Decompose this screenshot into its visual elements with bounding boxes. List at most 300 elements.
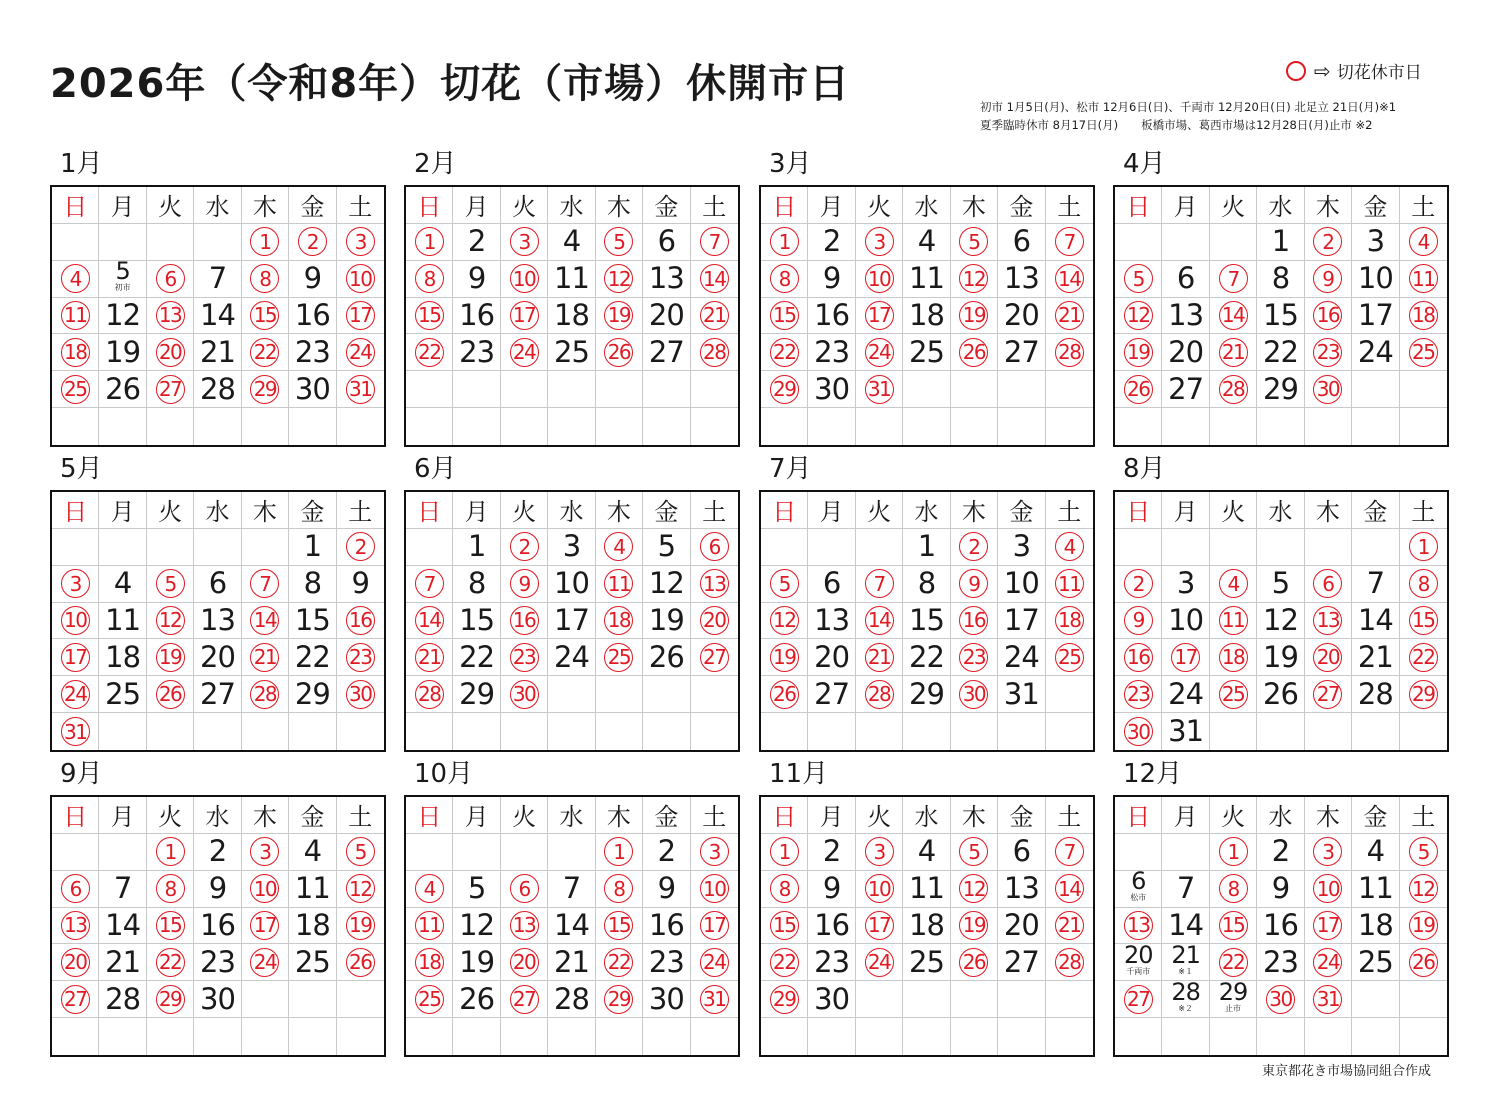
closed-day-cell [52, 371, 99, 408]
day-cell [1352, 908, 1399, 945]
empty-cell [903, 408, 950, 445]
closed-day-cell [501, 298, 548, 335]
weekday-header: 金 [1352, 187, 1399, 224]
closed-day-cell [147, 566, 194, 603]
day-number: 2 [1313, 227, 1342, 256]
day-number: 17 [554, 602, 589, 637]
closed-day-cell [856, 834, 903, 871]
empty-cell [1162, 529, 1209, 566]
day-number: 7 [1366, 566, 1385, 601]
empty-cell [194, 713, 241, 750]
closed-day-cell [1210, 566, 1257, 603]
empty-cell [242, 408, 289, 445]
closed-day-cell [1305, 371, 1352, 408]
day-number: 23 [200, 944, 235, 979]
closed-day-cell [761, 908, 808, 945]
day-number: 18 [1055, 606, 1084, 635]
empty-cell [194, 529, 241, 566]
day-cell [194, 603, 241, 640]
weekday-header: 火 [856, 492, 903, 529]
weekday-header: 火 [1210, 187, 1257, 224]
day-number: 26 [604, 338, 633, 367]
day-cell [1162, 298, 1209, 335]
closed-day-cell [501, 261, 548, 298]
closed-day-cell [52, 639, 99, 676]
day-number: 7 [1219, 264, 1248, 293]
day-number: 7 [865, 569, 894, 598]
day-number: 7 [562, 871, 581, 906]
day-cell [903, 261, 950, 298]
day-number: 24 [61, 680, 90, 709]
day-number: 30 [648, 981, 684, 1016]
legend [1286, 58, 1422, 83]
day-cell [1352, 298, 1399, 335]
day-cell [998, 261, 1045, 298]
day-number: 30 [510, 680, 539, 709]
day-number: 22 [770, 338, 799, 367]
empty-cell [147, 529, 194, 566]
day-cell [1115, 940, 1162, 981]
day-number: 29 [294, 676, 330, 711]
day-cell [99, 908, 146, 945]
empty-cell [501, 834, 548, 871]
empty-cell [1210, 1018, 1257, 1055]
day-number: 8 [415, 264, 444, 293]
day-number: 7 [415, 569, 444, 598]
month-grid [759, 185, 1095, 447]
weekday-header: 土 [1400, 797, 1447, 834]
weekday-header: 木 [1305, 797, 1352, 834]
day-cell [1162, 908, 1209, 945]
day-number: 27 [1124, 985, 1153, 1014]
day-number: 10 [554, 566, 589, 601]
day-note: 止市 [1225, 1003, 1242, 1013]
month-calendar [404, 149, 740, 447]
closed-day-cell [337, 298, 384, 335]
weekday-header: 水 [1257, 492, 1304, 529]
day-number: 31 [865, 375, 894, 404]
closed-day-cell [691, 529, 738, 566]
weekday-header: 日 [1115, 797, 1162, 834]
weekday-header: 金 [1352, 492, 1399, 529]
day-number: 24 [700, 948, 729, 977]
closed-day-cell [1046, 261, 1093, 298]
day-cell [1257, 298, 1304, 335]
weekday-header: 月 [1162, 492, 1209, 529]
weekday-header: 日 [1115, 187, 1162, 224]
day-number: 15 [909, 602, 944, 637]
empty-cell [1115, 834, 1162, 871]
weekday-header: 火 [147, 492, 194, 529]
day-number: 12 [959, 264, 988, 293]
empty-cell [548, 676, 595, 713]
day-number: 20 [1123, 940, 1153, 969]
day-number: 7 [1055, 227, 1084, 256]
day-cell [1257, 603, 1304, 640]
day-number: 27 [1168, 371, 1204, 406]
day-cell [998, 676, 1045, 713]
closed-day-cell [1046, 944, 1093, 981]
day-cell [194, 834, 241, 871]
day-number: 21 [415, 643, 444, 672]
day-number: 13 [200, 602, 235, 637]
closed-day-cell [1046, 298, 1093, 335]
empty-cell [903, 371, 950, 408]
closed-day-cell [1305, 944, 1352, 981]
day-number: 27 [156, 375, 185, 404]
day-cell [808, 834, 855, 871]
day-number: 27 [200, 676, 235, 711]
day-number: 9 [657, 871, 676, 906]
day-number: 21 [250, 643, 279, 672]
closed-day-cell [337, 944, 384, 981]
empty-cell [52, 224, 99, 261]
day-number: 26 [959, 948, 988, 977]
closed-day-cell [856, 224, 903, 261]
closed-day-cell [406, 224, 453, 261]
day-number: 24 [1168, 676, 1204, 711]
empty-cell [951, 1018, 998, 1055]
day-number: 30 [1313, 375, 1342, 404]
day-number: 8 [604, 874, 633, 903]
day-number: 24 [865, 948, 894, 977]
day-number: 30 [1266, 985, 1295, 1014]
closed-day-cell [691, 298, 738, 335]
weekday-header: 金 [289, 797, 336, 834]
day-number: 1 [770, 837, 799, 866]
day-number: 5 [1271, 566, 1290, 601]
day-cell [453, 224, 500, 261]
closed-day-cell [1400, 834, 1447, 871]
closed-day-cell [147, 639, 194, 676]
day-cell [1115, 867, 1162, 908]
day-number: 17 [61, 643, 90, 672]
closed-day-cell [856, 944, 903, 981]
closed-day-cell [761, 371, 808, 408]
day-cell [548, 334, 595, 371]
day-number: 11 [554, 261, 589, 296]
month-label: 3月 [769, 149, 812, 179]
closed-day-cell [951, 834, 998, 871]
empty-cell [548, 1018, 595, 1055]
day-note: 千両市 [1126, 966, 1151, 976]
empty-cell [1352, 408, 1399, 445]
day-number: 11 [909, 871, 944, 906]
empty-cell [242, 529, 289, 566]
closed-day-cell [1210, 639, 1257, 676]
closed-day-cell [52, 566, 99, 603]
day-number: 26 [959, 338, 988, 367]
weekday-header: 水 [1257, 187, 1304, 224]
day-number: 25 [294, 944, 330, 979]
weekday-header: 月 [99, 492, 146, 529]
day-number: 13 [156, 301, 185, 330]
day-number: 21 [1219, 338, 1248, 367]
day-number: 6 [657, 224, 676, 259]
day-number: 11 [61, 301, 90, 330]
day-number: 5 [657, 529, 676, 564]
closed-day-cell [1257, 981, 1304, 1018]
closed-day-cell [242, 224, 289, 261]
weekday-header: 土 [1046, 797, 1093, 834]
empty-cell [856, 408, 903, 445]
closed-day-cell [406, 334, 453, 371]
day-cell [808, 603, 855, 640]
day-cell [1257, 224, 1304, 261]
day-number: 3 [865, 227, 894, 256]
day-cell [289, 566, 336, 603]
day-number: 27 [1313, 680, 1342, 709]
day-cell [99, 981, 146, 1018]
day-number: 10 [865, 264, 894, 293]
day-number: 21 [865, 643, 894, 672]
weekday-header: 月 [1162, 187, 1209, 224]
day-number: 21 [105, 944, 141, 979]
day-number: 15 [770, 301, 799, 330]
empty-cell [856, 1018, 903, 1055]
day-cell [548, 639, 595, 676]
closed-day-cell [761, 834, 808, 871]
empty-cell [856, 981, 903, 1018]
month-calendar [404, 759, 740, 1057]
weekday-header: 日 [52, 187, 99, 224]
day-cell [1257, 371, 1304, 408]
empty-cell [1162, 834, 1209, 871]
closed-day-cell [406, 603, 453, 640]
closed-day-cell [501, 334, 548, 371]
day-number: 12 [1263, 602, 1298, 637]
closed-day-cell [406, 261, 453, 298]
day-number: 19 [770, 643, 799, 672]
empty-cell [194, 1018, 241, 1055]
day-number: 9 [510, 569, 539, 598]
closed-day-cell [337, 529, 384, 566]
closed-day-cell [501, 566, 548, 603]
day-cell [808, 981, 855, 1018]
empty-cell [596, 676, 643, 713]
day-number: 22 [156, 948, 185, 977]
day-cell [453, 676, 500, 713]
day-number: 4 [1409, 227, 1438, 256]
closed-day-cell [406, 871, 453, 908]
closed-day-cell [1305, 566, 1352, 603]
closed-day-cell [242, 871, 289, 908]
weekday-header: 金 [643, 187, 690, 224]
day-number: 2 [467, 224, 486, 259]
day-number: 11 [909, 261, 944, 296]
closed-day-cell [501, 871, 548, 908]
month-grid [50, 795, 386, 1057]
day-number: 16 [1313, 301, 1342, 330]
day-cell [194, 908, 241, 945]
day-number: 28 [1357, 676, 1393, 711]
day-number: 31 [700, 985, 729, 1014]
day-cell [99, 676, 146, 713]
closed-day-cell [1210, 334, 1257, 371]
day-number: 1 [415, 227, 444, 256]
closed-day-cell [337, 261, 384, 298]
closed-day-cell [1046, 334, 1093, 371]
weekday-header: 木 [596, 492, 643, 529]
day-number: 31 [1168, 714, 1204, 749]
empty-cell [548, 834, 595, 871]
empty-cell [643, 713, 690, 750]
day-cell [808, 908, 855, 945]
empty-cell [1400, 1018, 1447, 1055]
day-number: 9 [1124, 606, 1153, 635]
day-cell [808, 371, 855, 408]
empty-cell [52, 529, 99, 566]
day-number: 9 [822, 261, 841, 296]
closed-day-cell [1115, 334, 1162, 371]
month-label: 12月 [1123, 759, 1183, 789]
day-number: 4 [917, 224, 936, 259]
day-number: 28 [1171, 977, 1200, 1006]
day-number: 19 [105, 334, 141, 369]
day-number: 15 [459, 602, 495, 637]
day-cell [1352, 261, 1399, 298]
day-number: 6 [156, 264, 185, 293]
weekday-header: 金 [289, 187, 336, 224]
closed-day-cell [1400, 871, 1447, 908]
day-number: 19 [156, 643, 185, 672]
closed-day-cell [289, 224, 336, 261]
empty-cell [147, 713, 194, 750]
day-number: 6 [822, 566, 841, 601]
day-number: 17 [1357, 297, 1393, 332]
empty-cell [1305, 1018, 1352, 1055]
day-number: 12 [959, 874, 988, 903]
day-number: 16 [814, 907, 850, 942]
closed-day-cell [951, 529, 998, 566]
day-number: 13 [1003, 871, 1039, 906]
day-cell [1162, 940, 1209, 981]
day-number: 27 [1003, 334, 1039, 369]
day-cell [453, 298, 500, 335]
empty-cell [337, 713, 384, 750]
empty-cell [1115, 1018, 1162, 1055]
day-number: 2 [822, 224, 841, 259]
day-number: 13 [814, 602, 850, 637]
closed-day-cell [1046, 908, 1093, 945]
closed-day-cell [596, 261, 643, 298]
closed-day-cell [337, 224, 384, 261]
closed-day-cell [1210, 908, 1257, 945]
empty-cell [1257, 1018, 1304, 1055]
day-number: 10 [346, 264, 375, 293]
empty-cell [289, 981, 336, 1018]
weekday-header: 火 [501, 797, 548, 834]
weekday-header: 木 [1305, 187, 1352, 224]
day-number: 1 [1219, 837, 1248, 866]
day-cell [289, 298, 336, 335]
day-cell [643, 224, 690, 261]
empty-cell [99, 529, 146, 566]
month-label: 10月 [414, 759, 474, 789]
empty-cell [951, 981, 998, 1018]
month-label: 5月 [60, 454, 103, 484]
day-number: 5 [1409, 837, 1438, 866]
closed-day-cell [337, 371, 384, 408]
empty-cell [1257, 713, 1304, 750]
day-cell [1352, 834, 1399, 871]
empty-cell [1115, 224, 1162, 261]
day-cell [1352, 603, 1399, 640]
day-number: 26 [156, 680, 185, 709]
day-number: 19 [1409, 911, 1438, 940]
empty-cell [1046, 981, 1093, 1018]
empty-cell [596, 371, 643, 408]
day-cell [903, 639, 950, 676]
day-number: 18 [554, 297, 589, 332]
empty-cell [691, 676, 738, 713]
day-number: 12 [604, 264, 633, 293]
day-number: 29 [250, 375, 279, 404]
day-number: 16 [648, 907, 684, 942]
day-number: 22 [1409, 643, 1438, 672]
closed-day-cell [1400, 944, 1447, 981]
day-number: 27 [510, 985, 539, 1014]
empty-cell [99, 713, 146, 750]
empty-cell [1305, 408, 1352, 445]
day-number: 19 [459, 944, 495, 979]
empty-cell [808, 713, 855, 750]
weekday-header: 土 [691, 797, 738, 834]
day-number: 3 [61, 569, 90, 598]
weekday-header: 水 [548, 492, 595, 529]
closed-day-cell [691, 334, 738, 371]
closed-day-cell [951, 334, 998, 371]
day-cell [903, 871, 950, 908]
day-number: 12 [156, 606, 185, 635]
day-number: 25 [1219, 680, 1248, 709]
empty-cell [691, 371, 738, 408]
day-number: 17 [1171, 643, 1200, 672]
day-number: 21 [700, 301, 729, 330]
day-number: 4 [1055, 532, 1084, 561]
closed-day-cell [691, 944, 738, 981]
day-cell [1162, 871, 1209, 908]
day-number: 18 [415, 948, 444, 977]
closed-day-cell [856, 603, 903, 640]
closed-day-cell [406, 298, 453, 335]
day-cell [903, 566, 950, 603]
day-number: 31 [346, 375, 375, 404]
day-number: 8 [1219, 874, 1248, 903]
day-number: 10 [1168, 602, 1204, 637]
empty-cell [289, 713, 336, 750]
day-number: 14 [1168, 907, 1204, 942]
day-number: 13 [1003, 261, 1039, 296]
day-number: 8 [250, 264, 279, 293]
day-number: 13 [1313, 606, 1342, 635]
month-grid [759, 795, 1095, 1057]
weekday-header: 金 [998, 187, 1045, 224]
empty-cell [691, 408, 738, 445]
weekday-header: 木 [951, 492, 998, 529]
closed-day-cell [1210, 834, 1257, 871]
day-number: 15 [294, 602, 330, 637]
closed-day-cell [1210, 261, 1257, 298]
closed-day-cell [1046, 224, 1093, 261]
day-number: 4 [113, 566, 132, 601]
day-number: 21 [1055, 911, 1084, 940]
day-number: 28 [554, 981, 589, 1016]
weekday-header: 土 [1400, 492, 1447, 529]
day-number: 16 [1124, 643, 1153, 672]
closed-day-cell [337, 834, 384, 871]
month-label: 1月 [60, 149, 103, 179]
